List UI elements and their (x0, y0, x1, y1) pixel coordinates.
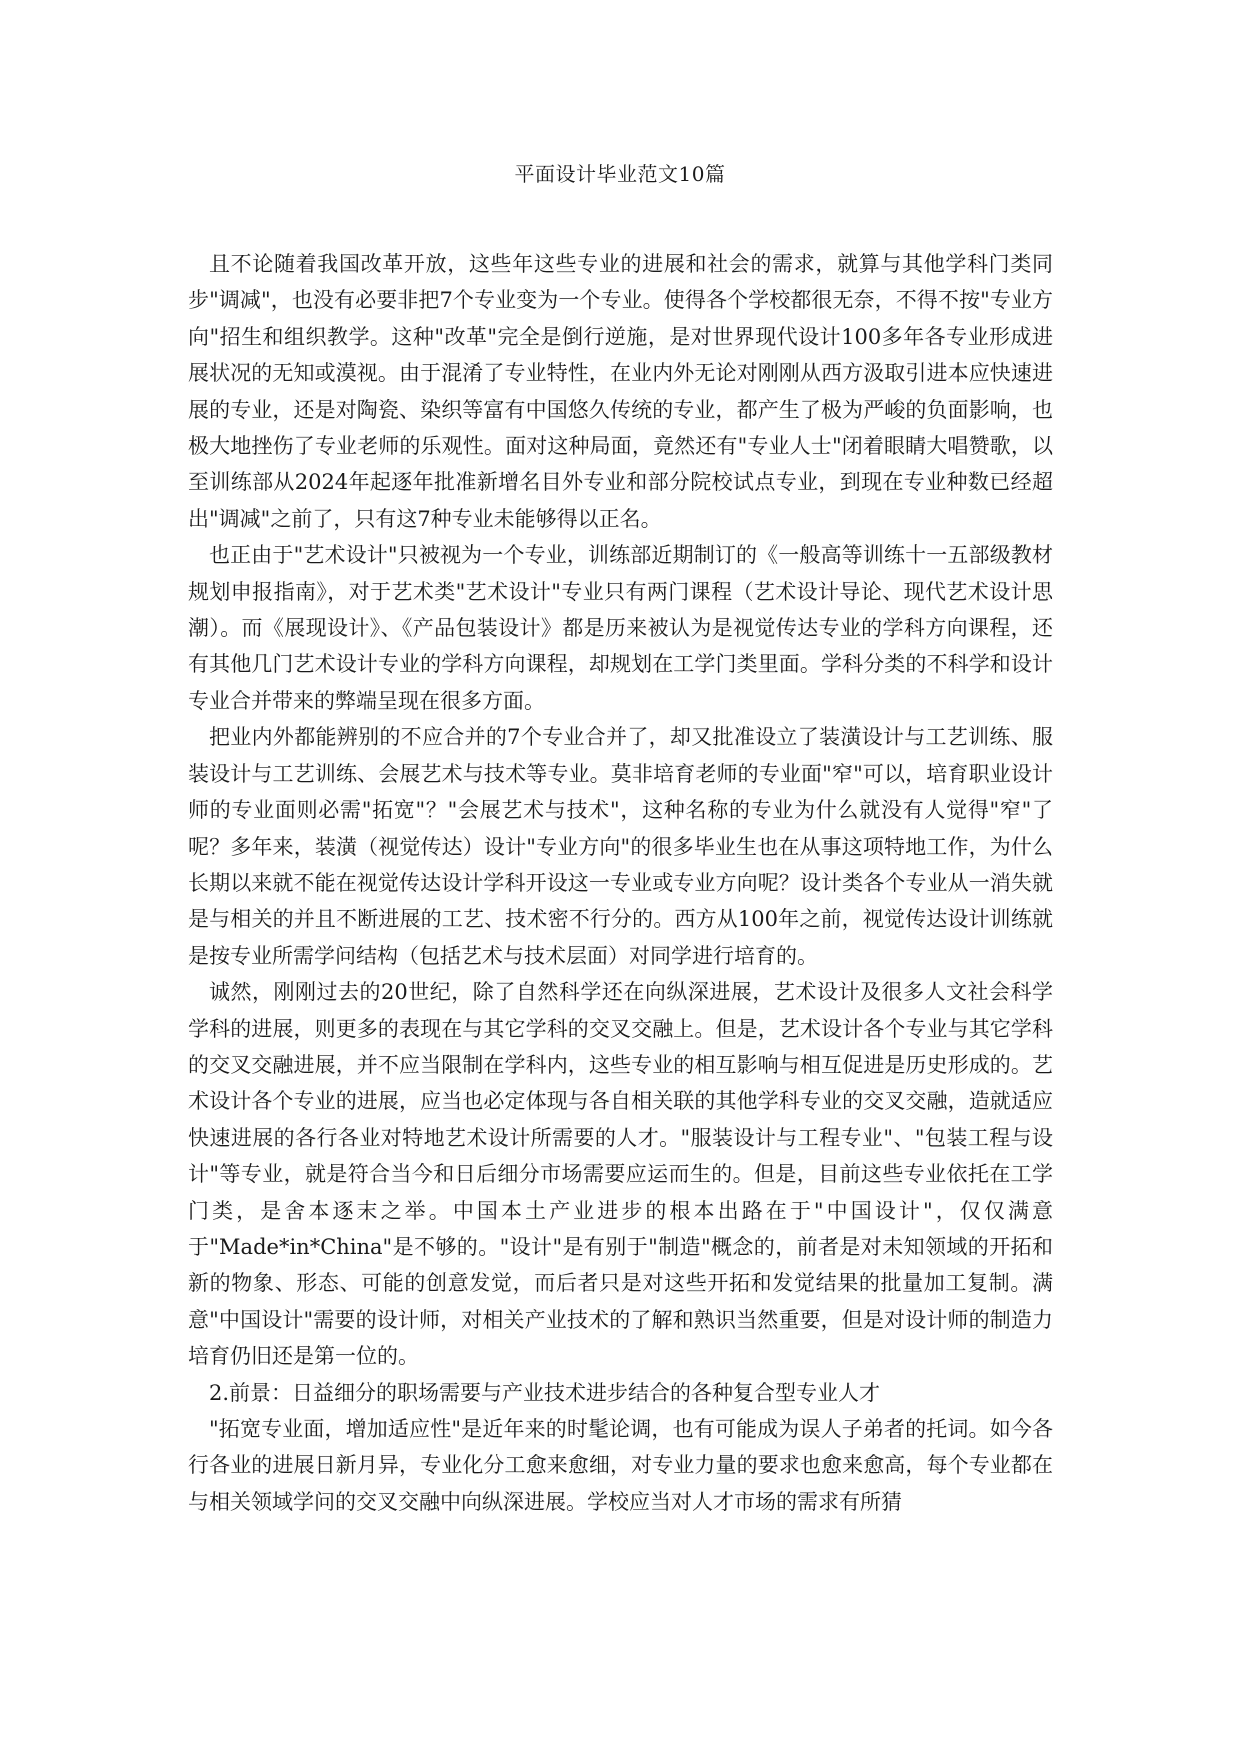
section-heading: 2.前景：日益细分的职场需要与产业技术进步结合的各种复合型专业人才 (209, 1380, 881, 1405)
document-body (188, 246, 1053, 1520)
document-title: 平面设计毕业范文10篇 (514, 162, 726, 186)
paragraph: 把业内外都能辨别的不应合并的7个专业合并了，却又批准设立了装潢设计与工艺训练、服装设计与工艺训练、会展艺术与技术等专业。莫非培育老师的专业面"窄"可以，培育职业设计师的专业面则必需"拓宽"？"会展艺术与技术"，这种名称的专业为什么就没有人觉得"窄"了呢？多年来，装潢（视觉传达）设计"专业方向"的很多毕业生也在从事这项特地工作，为什么长期以来就不能在视觉传达设计学科开设这一专业或专业方向呢？设计类各个专业从一消失就是与相关的并且不断进展的工艺、技术密不行分的。西方从100年之前，视觉传达设计训练就是按专业所需学问结构（包括艺术与技术层面）对同学进行培育的。 (188, 725, 1053, 968)
paragraph: 诚然，刚刚过去的20世纪，除了自然科学还在向纵深进展，艺术设计及很多人文社会科学学科的进展，则更多的表现在与其它学科的交叉交融上。但是，艺术设计各个专业与其它学科的交叉交融进展，并不应当限制在学科内，这些专业的相互影响与相互促进是历史形成的。艺术设计各个专业的进展，应当也必定体现与各自相关联的其他学科专业的交叉交融，造就适应快速进展的各行各业对特地艺术设计所需要的人才。"服装设计与工程专业"、"包装工程与设计"等专业，就是符合当今和日后细分市场需要应运而生的。但是，目前这些专业依托在工学门类，是舍本逐末之举。中国本土产业进步的根本出路在于"中国设计"，仅仅满意于"Made*in*China"是不够的。"设计"是有别于"制造"概念的，前者是对未知领域的开拓和新的物象、形态、可能的创意发觉，而后者只是对这些开拓和发觉结果的批量加工复制。满意"中国设计"需要的设计师，对相关产业技术的了解和熟识当然重要，但是对设计师的制造力培育仍旧还是第一位的。 (188, 980, 1053, 1369)
paragraph: 且不论随着我国改革开放，这些年这些专业的进展和社会的需求，就算与其他学科门类同步"调减"，也没有必要非把7个专业变为一个专业。使得各个学校都很无奈，不得不按"专业方向"招生和组织教学。这种"改革"完全是倒行逆施，是对世界现代设计100多年各专业形成进展状况的无知或漠视。由于混淆了专业特性，在业内外无论对刚刚从西方汲取引进本应快速进展的专业，还是对陶瓷、染织等富有中国悠久传统的专业，都产生了极为严峻的负面影响，也极大地挫伤了专业老师的乐观性。面对这种局面，竟然还有"专业人士"闭着眼睛大唱赞歌，以至训练部从2024年起逐年批准新增名目外专业和部分院校试点专业，到现在专业种数已经超出"调减"之前了，只有这7种专业未能够得以正名。 (188, 252, 1053, 531)
paragraph: "拓宽专业面，增加适应性"是近年来的时髦论调，也有可能成为误人子弟者的托词。如今各行各业的进展日新月异，专业化分工愈来愈细，对专业力量的要求也愈来愈高，每个专业都在与相关领域学问的交叉交融中向纵深进展。学校应当对人才市场的需求有所猜 (188, 1417, 1053, 1514)
paragraph: 也正由于"艺术设计"只被视为一个专业，训练部近期制订的《一般高等训练十一五部级教材规划申报指南》，对于艺术类"艺术设计"专业只有两门课程（艺术设计导论、现代艺术设计思潮）。而《展现设计》、《产品包装设计》都是历来被认为是视觉传达专业的学科方向课程，还有其他几门艺术设计专业的学科方向课程，却规划在工学门类里面。学科分类的不科学和设计专业合并带来的弊端呈现在很多方面。 (188, 543, 1053, 713)
